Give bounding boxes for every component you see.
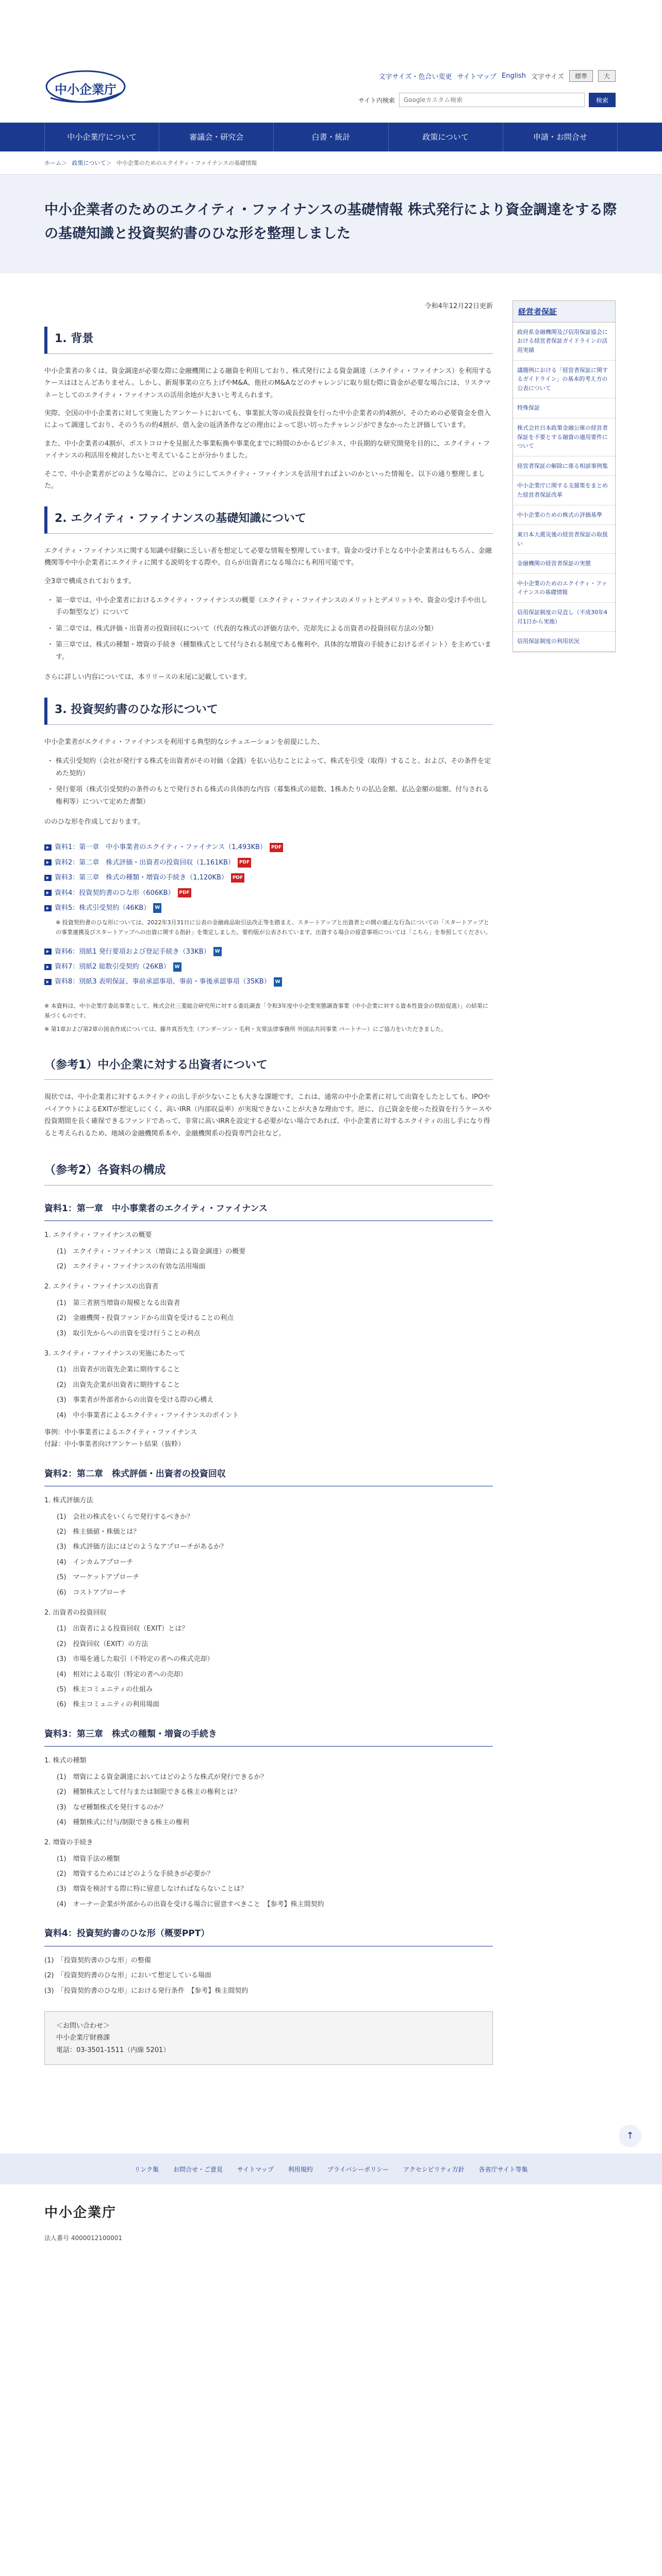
list-item: ・ 発行要項（株式引受契約の条件のもとで発行される株式の具体的な内容（募集株式の総数、1株あたりの払込金額、払込金額の総額、付与される権利等）について定めた書類） xyxy=(54,784,493,808)
sidebar-link[interactable]: 経営者保証の解除に係る相談事例集 xyxy=(513,456,615,477)
nav-item-about[interactable]: 中小企業庁について xyxy=(44,123,159,151)
resource-note: ※ 投資契約書のひな形については、2022年3月31日に公表の金融商品取引法改正等を踏まえ、スタートアップと出資者との間の適正な行為についての「スタートアップとの事業連携及びスタートアップへの出資に関する指針」を策定しました。要約版が公表されています。出資する場合の留意事項については「こちら」を参照してください。 xyxy=(56,919,491,936)
search-label: サイト内検索 xyxy=(358,96,395,104)
font-size-label: 文字サイズ xyxy=(531,73,564,81)
list-item: ・ 第一章では、中小企業者におけるエクイティ・ファイナンスの概要（エクイティ・ファイナンスのメリットとデメリットや、資金の受け手や出し手の類型など）について xyxy=(54,595,493,619)
list-item: ・ 第三章では、株式の種類・増資の手続き（種類株式として付与される制度である権利や、具体的な増資の手続きにおけるポイント）を主めています。 xyxy=(54,639,493,663)
outline-item: (4) オーナー企業が外部からの出資を受ける場合に留意すべきこと 【参考】株主間契約 xyxy=(57,1900,324,1908)
pdf-icon: PDF xyxy=(178,888,191,897)
font-size-large-button[interactable]: 大 xyxy=(598,70,616,82)
doc2-heading: 資料2：第二章 株式評価・出資者の投資回収 xyxy=(44,1466,493,1487)
outline-item: (3) なぜ種類株式を発行するのか？ xyxy=(57,1803,167,1811)
contact-dept: 中小企業庁財務課 xyxy=(56,2034,110,2042)
arrow-icon xyxy=(44,964,52,970)
arrow-icon xyxy=(44,844,52,851)
sidebar-link[interactable]: 金融機関の経営者保証の実態 xyxy=(513,554,615,574)
list-item: ・ 第二章では、株式評価・出資者の投資回収について（代表的な株式の評価方法や、売却先による出資者の投資回収方法の分類） xyxy=(54,623,493,635)
breadcrumb-policies[interactable]: 政策について xyxy=(72,160,106,166)
outline-item: (2) 増資するためにはどのような手続きが必要か？ xyxy=(57,1870,214,1878)
outline-item: (3) 増資を検討する際に特に留意しなければならないことは？ xyxy=(57,1885,247,1893)
outline-item: (2) エクイティ・ファイナンスの有効な活用場面 xyxy=(57,1263,206,1271)
footnote: ※ 本資料は、中小企業庁委託事業として、株式会社三菱総合研究所に対する委託調査「令和3年度中小企業実態調査事業（中小企業に対する資本性資金の供給促進）」の結果に基づくものです。 xyxy=(44,1002,488,1019)
sidebar-link[interactable]: 信用保証制度の見直し（平成30年4月1日から実施） xyxy=(513,603,615,632)
outline-item: (3) 事業者が外部者からの出資を受ける際の心構え xyxy=(57,1396,214,1404)
content-wrapper xyxy=(0,274,662,2096)
group-title: 3. エクイティ・ファイナンスの実施にあたって xyxy=(44,1349,186,1358)
pdf-icon: PDF xyxy=(270,843,283,852)
footer-link[interactable]: 利用規約 xyxy=(288,2165,313,2173)
outline-item: (1) 「投資契約書のひな形」の整備 xyxy=(44,1956,151,1964)
group-title: 1. 株式評価方法 xyxy=(44,1497,93,1505)
arrow-icon xyxy=(44,859,52,866)
paragraph: 中小企業者がエクイティ・ファイナンスを利用する典型的なシチュエーションを前提にした、 xyxy=(44,738,324,746)
footer-link[interactable]: リンク集 xyxy=(134,2165,159,2173)
pdf-icon: PDF xyxy=(231,873,244,883)
site-search xyxy=(358,93,616,107)
sidebar-link[interactable]: 東日本大震災後の経営者保証の取扱い xyxy=(513,525,615,554)
doc3-heading: 資料3：第三章 株式の種類・増資の手続き xyxy=(44,1726,493,1747)
sidebar-link[interactable]: 中小企業のための株式の評価基準 xyxy=(513,505,615,526)
resource-link[interactable]: 資料8：別紙3 表明保証、事前承認事項、事前・事後承認事項（35KB） W xyxy=(44,976,493,988)
resource-link[interactable]: 資料5：株式引受契約（46KB） W xyxy=(44,902,493,914)
page-hero xyxy=(0,175,662,274)
paragraph: エクイティ・ファイナンスに関する知識や経験に乏しい者を想定して必要な情報を整理しています。資金の受け手となる中小企業者はもちろん、金融機関等や中小企業者にエクイティに関する説明をする際や、自らが出資者になる場合にも利用可能です。 xyxy=(44,547,492,567)
paragraph: 現状では、中小企業者に対するエクイティの出し手が少ないことも大きな課題です。これは、通常の中小企業者に対して出資をしたとしても、IPOやバイアウトによるEXITが想定しにくく、高いIRR（内部収益率）が実現できないことが大きな理由です。逆に、自己資金を使った投資を行うケースや投資期間を長く確保できるファンドであって、非常に高いIRRを設定する必要がない場合であれば、中小企業者に対するエクイティの出し手になり得ると考えられるため、地域の金融機関系本や、金融機関系の投資専門会社など。 xyxy=(44,1093,492,1138)
arrow-icon xyxy=(44,875,52,881)
outline-item: (4) 種類株式に付与/制限できる株主の権利 xyxy=(57,1818,189,1826)
page-title: 中小企業者のためのエクイティ・ファイナンスの基礎情報 株式発行により資金調達をする際の基礎知識と投資契約書のひな形を整理しました xyxy=(44,202,617,242)
outline-item: (2) 出資先企業が出資者に期待すること xyxy=(57,1381,180,1389)
outline-item: (1) 出資者による投資回収（EXIT）とは？ xyxy=(57,1625,189,1633)
chapter-list xyxy=(54,595,493,663)
arrow-icon xyxy=(44,948,52,955)
outline-item: (2) 金融機関・投資ファンドから出資を受けることの利点 xyxy=(57,1314,234,1323)
nav-item-whitepapers[interactable]: 白書・統計 xyxy=(273,123,388,151)
resource-link[interactable]: 資料4：投資契約書のひな形（606KB） PDF xyxy=(44,887,493,899)
resource-link[interactable]: 資料3：第三章 株式の種類・増資の手続き（1,120KB） PDF xyxy=(44,872,493,884)
resource-link[interactable]: 資料7：別紙2 総数引受契約（26KB） W xyxy=(44,961,493,973)
sidebar-title[interactable]: 経営者保証 xyxy=(513,301,615,323)
arrow-icon xyxy=(44,979,52,985)
footer-link[interactable]: プライバシーポリシー xyxy=(327,2165,389,2173)
word-icon: W xyxy=(274,977,282,987)
resource-link[interactable]: 資料6：別紙1 発行要項および登記手続き（33KB） W xyxy=(44,946,493,958)
resource-link[interactable]: 資料1：第一章 中小事業者のエクイティ・ファイナンス（1,493KB） PDF xyxy=(44,841,493,853)
paragraph: 全3章で構成されております。 xyxy=(44,577,136,585)
paragraph: さらに詳しい内容については、本リリースの末尾に記載しています。 xyxy=(44,673,252,681)
outline-item: (3) 「投資契約書のひな形」における発行条件 【参考】株主間契約 xyxy=(44,1987,249,1995)
footer-link[interactable]: 各省庁サイト等集 xyxy=(478,2165,528,2173)
outline-item: (2) 「投資契約書のひな形」において想定している場面 xyxy=(44,1972,211,1980)
outline-item: (2) 投資回収（EXIT）の方法 xyxy=(57,1640,148,1648)
arrow-icon xyxy=(44,890,52,896)
search-input[interactable] xyxy=(399,93,585,107)
outline-item: (1) 会社の株式をいくらで発行するべきか？ xyxy=(57,1513,194,1521)
sidebar-link[interactable]: 信用保証制度の利用状況 xyxy=(513,632,615,652)
outline-item: (5) マーケットアプローチ xyxy=(57,1573,140,1582)
outline-item: (1) 第三者割当増資の規模となる出資者 xyxy=(57,1299,180,1307)
list-item: ・ 株式引受契約（会社が発行する株式を出資者がその対価（金銭）を払い込むことによって、株式を引受（取得）すること、および、その条件を定めた契約） xyxy=(54,755,493,779)
breadcrumb-home[interactable]: ホーム xyxy=(44,160,61,166)
paragraph: また、中小企業者の4割が、ポストコロナを見据えた事業転換や事業化までに時間のかかるビジネス、中長期的な研究開発を目的に、エクイティ・ファイナンスの利活用を検討したいと考えていることが分かりました。 xyxy=(44,439,490,460)
sidebar xyxy=(512,300,616,2096)
main-content xyxy=(44,300,493,2096)
footnote: ※ 第1章および第2章の図表作成については、藤井真吾先生（アンダーソン・毛利・友常法律事務所 外国法共同事業 パートナー）にご協力をいただきました。 xyxy=(44,1026,447,1033)
footer-link[interactable]: サイトマップ xyxy=(237,2165,274,2173)
group-title: 2. 増資の手続き xyxy=(44,1839,93,1847)
sidebar-box xyxy=(512,300,616,652)
outline-item: (6) コストアプローチ xyxy=(57,1588,127,1597)
template-list xyxy=(54,755,493,808)
reference1-heading: （参考1）中小企業に対する出資者について xyxy=(44,1055,493,1080)
outline-item: (3) 取引先からへの出資を受け行うことの利点 xyxy=(57,1329,201,1337)
search-button[interactable]: 検索 xyxy=(589,93,616,107)
global-nav xyxy=(0,123,662,151)
logo-text: 中小企業庁 xyxy=(55,82,117,97)
group-title: 1. 株式の種類 xyxy=(44,1757,87,1765)
font-size-standard-button[interactable]: 標準 xyxy=(569,70,593,82)
footer-link[interactable]: お問合せ・ご意見 xyxy=(173,2165,223,2173)
nav-item-councils[interactable]: 審議会・研究会 xyxy=(159,123,273,151)
english-link[interactable]: English xyxy=(502,72,526,80)
sidebar-link[interactable]: 政府系金融機関及び信用保証協会における経営者保証ガイドラインの活用実績 xyxy=(513,323,615,361)
site-logo[interactable] xyxy=(44,67,127,108)
outline-item: (1) 増資手法の種類 xyxy=(57,1855,120,1863)
update-date: 令和4年12月22日更新 xyxy=(424,302,493,310)
group-title: 2. 出資者の投資回収 xyxy=(44,1609,107,1617)
utility-header xyxy=(0,0,662,123)
reference2-heading: （参考2）各資料の構成 xyxy=(44,1160,493,1185)
paragraph: 中小企業者の多くは、資金調達が必要な際に金融機関による融資を利用しており、株式発行による資金調達（エクイティ・ファイナンス）を利用するケースはほとんどありません。しかし、新規事業の立ち上げやM&A、他社のM&Aなどのチャレンジに取り組む際に資金が必要な場合には、リスクマネーとしてのエクイティ・ファイナンスの活用余地が大きいと考えられます。 xyxy=(44,367,492,399)
word-icon: W xyxy=(173,962,181,972)
accessibility-link[interactable]: 文字サイズ・色合い変更 xyxy=(378,73,452,81)
outline-item: (1) 増資による資金調達においてはどのような株式が発行できるか？ xyxy=(57,1773,268,1781)
footer-link[interactable]: アクセシビリティ方針 xyxy=(403,2165,465,2173)
paragraph: そこで、中小企業者がどのような場合に、どのようにしてエクイティ・ファイナンスを活用すればよいのかといった情報を、以下の通り整理しました。 xyxy=(44,470,485,490)
footer-logo: 中小企業庁 xyxy=(44,2205,117,2221)
outline-item: (2) 種類株式として付与または制限できる株主の権利とは？ xyxy=(57,1788,241,1797)
group-title: 1. エクイティ・ファイナンスの概要 xyxy=(44,1231,152,1240)
outline-item: (4) インカムアプローチ xyxy=(57,1558,134,1566)
contact-tel: 電話：03-3501-1511（内線 5201） xyxy=(56,2046,170,2054)
sidebar-link[interactable]: 株式会社日本政策金融公庫の経営者保証を不要とする融資の適用要件について xyxy=(513,418,615,456)
outline-extra: 事例：中小事業者によるエクイティ・ファイナンス xyxy=(44,1428,197,1436)
resource-link[interactable]: 資料2：第二章 株式評価・出資者の投資回収（1,161KB） PDF xyxy=(44,857,493,869)
outline-item: (3) 株式評価方法にはどのようなアプローチがあるか？ xyxy=(57,1543,227,1551)
paragraph: 実際、全国の中小企業者に対して実施したアンケートにおいても、事業拡大等の成長投資を行った中小企業者の約4割が、そのための必要資金を借入によって調達しており、そのうちの約4割が、借入金の返済条件などの理由によって思い切ったチャレンジができなかったと評価しています。 xyxy=(44,409,491,430)
outline-item: (3) 市場を通した取引（不特定の者への株式売却） xyxy=(57,1655,214,1664)
contact-box xyxy=(44,2011,493,2065)
word-icon: W xyxy=(153,903,161,912)
pdf-icon: PDF xyxy=(238,858,251,867)
contact-title: ＜お問い合わせ＞ xyxy=(56,2022,110,2030)
sidebar-link[interactable]: 議題例における「経営者保証に関するガイドライン」の基本的考え方の公表について xyxy=(513,361,615,399)
group-title: 2. エクイティ・ファイナンスの出資者 xyxy=(44,1283,159,1291)
breadcrumb-current: 中小企業のためのエクイティ・ファイナンスの基礎情報 xyxy=(116,160,257,166)
sidebar-link[interactable]: 特殊保証 xyxy=(513,398,615,418)
nav-item-contact[interactable]: 申請・お問合せ xyxy=(503,123,618,151)
outline-item: (2) 株主価値・株価とは？ xyxy=(57,1528,140,1536)
nav-item-policies[interactable]: 政策について xyxy=(388,123,503,151)
outline-extra: 付録：中小事業者向けアンケート結果（抜粋） xyxy=(44,1440,185,1449)
sidebar-link[interactable]: 中小企業のためのエクイティ・ファイナンスの基礎情報 xyxy=(513,574,615,603)
section-background-heading: 1. 背景 xyxy=(44,327,493,354)
word-icon: W xyxy=(213,947,222,956)
arrow-icon xyxy=(44,905,52,911)
utility-links xyxy=(379,70,616,82)
footer-links xyxy=(0,2154,662,2184)
outline-item: (6) 株主コミュニティの利用場面 xyxy=(57,1701,160,1709)
outline-item: (5) 株主コミュニティの仕組み xyxy=(57,1685,153,1693)
section-basics-heading: 2. エクイティ・ファイナンスの基礎知識について xyxy=(44,506,493,534)
site-footer xyxy=(0,2184,662,2242)
outline-item: (1) 出資者が出資先企業に期待すること xyxy=(57,1366,180,1374)
sitemap-link[interactable]: サイトマップ xyxy=(457,73,497,81)
paragraph: ののひな形を作成しております。 xyxy=(44,818,144,826)
doc1-heading: 資料1：第一章 中小事業者のエクイティ・ファイナンス xyxy=(44,1201,493,1222)
resource-links xyxy=(44,841,493,988)
doc4-heading: 資料4：投資契約書のひな形（概要PPT） xyxy=(44,1926,493,1946)
outline-item: (4) 相対による取引（特定の者への売却） xyxy=(57,1670,187,1679)
sidebar-link[interactable]: 中小企業庁に関する支援策をまとめた経営者保証改革 xyxy=(513,476,615,505)
page-top-button[interactable]: ↑ xyxy=(619,2125,641,2147)
breadcrumb: ホーム＞ 政策について＞ 中小企業のためのエクイティ・ファイナンスの基礎情報 xyxy=(0,151,662,175)
section-template-heading: 3. 投資契約書のひな形について xyxy=(44,698,493,725)
footer-address: 法人番号 4000012100001 xyxy=(44,2234,123,2242)
outline-item: (1) エクイティ・ファイナンス（増資による資金調達）の概要 xyxy=(57,1247,246,1256)
outline-item: (4) 中小事業者によるエクイティ・ファイナンスのポイント xyxy=(57,1411,239,1419)
